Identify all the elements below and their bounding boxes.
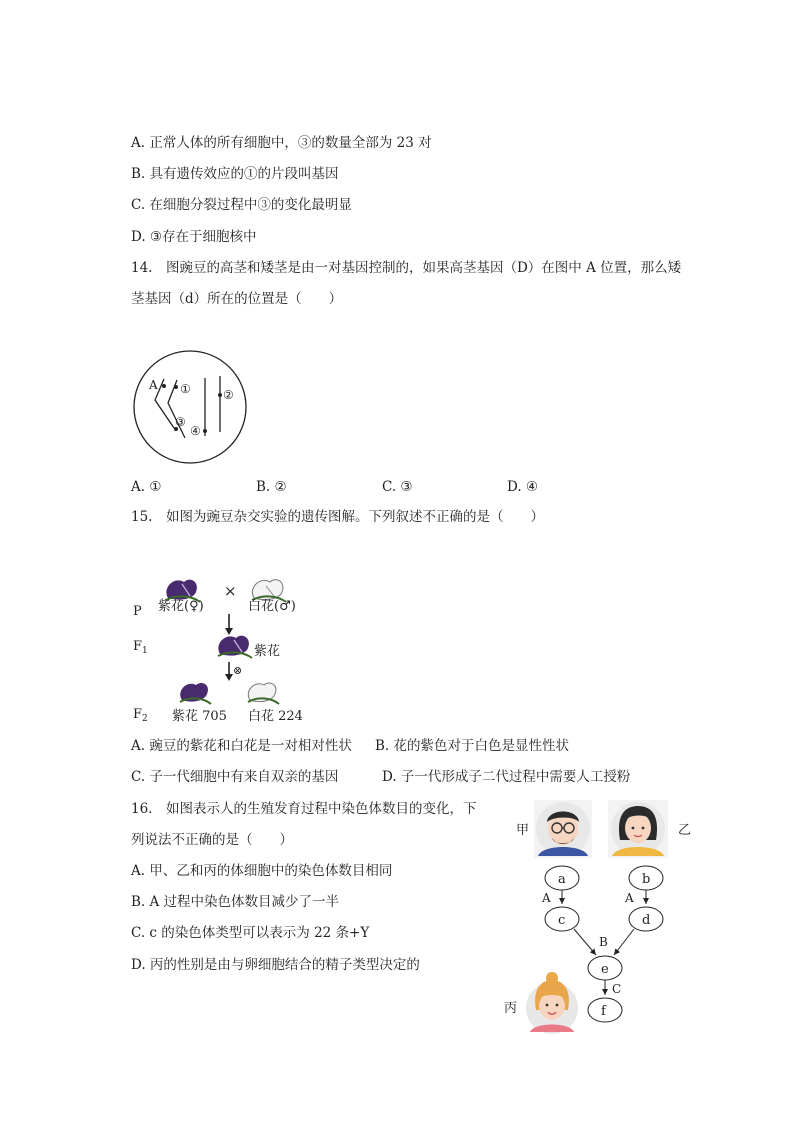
reproduction-diagram [500, 798, 710, 1038]
q15-option-a: A. 豌豆的紫花和白花是一对相对性状 [131, 738, 352, 754]
q16-stem-line2: 列说法不正确的是（ ） [131, 832, 293, 848]
locus-1 [174, 385, 178, 389]
q13-option-d: D. ③存在于细胞核中 [131, 229, 257, 245]
q16-stem-line1: 16. 如图表示人的生殖发育过程中染色体数目的变化，下 [131, 801, 477, 817]
q13-option-c: C. 在细胞分裂过程中③的变化最明显 [131, 197, 352, 213]
locus-2 [218, 393, 222, 397]
person-father-label: 甲 [516, 823, 530, 838]
p-label: P [133, 604, 142, 619]
process-b: B [599, 935, 608, 949]
f2-label: $F_2$ [133, 707, 148, 724]
node-e-label: e [601, 962, 609, 977]
pea-cross-diagram [130, 572, 330, 724]
arrow-c-e [574, 929, 596, 955]
q15-option-b: B. 花的紫色对于白色是显性性状 [375, 738, 570, 754]
node-a-label: a [558, 872, 566, 887]
q16-option-a: A. 甲、乙和丙的体细胞中的染色体数目相同 [131, 863, 393, 879]
node-d-label: d [642, 913, 651, 928]
q14-option-a: A. ① [131, 479, 162, 495]
q16-option-b: B. A 过程中染色体数目减少了一半 [131, 894, 340, 910]
arrow-f1-f2-head [225, 674, 233, 681]
q14-option-c: C. ③ [382, 479, 413, 495]
purple-flower-f2-icon [180, 683, 211, 704]
person-child-label: 丙 [504, 1001, 518, 1016]
label-4: ④ [190, 424, 201, 438]
arrow-p-f1-head [225, 628, 233, 635]
q15-option-c: C. 子一代细胞中有来自双亲的基因 [131, 769, 339, 785]
process-a-left: A [542, 891, 551, 905]
f2-purple-label: 紫花 705 [172, 709, 227, 724]
node-f-label: f [601, 1004, 606, 1019]
label-2: ② [223, 388, 234, 402]
q14-stem-line1: 14. 图豌豆的高茎和矮茎是由一对基因控制的，如果高茎基因（D）在图中 A 位置，那么矮 [131, 260, 682, 276]
locus-a [162, 384, 166, 388]
person-mother-label: 乙 [678, 823, 692, 838]
q15-stem: 15. 如图为豌豆杂交实验的遗传图解。下列叙述不正确的是（ ） [131, 509, 544, 525]
p-white-label: 白花(♂) [248, 599, 296, 614]
f2-white-label: 白花 224 [248, 709, 303, 724]
cell-chromosome-figure [132, 348, 250, 466]
purple-flower-f1-icon [218, 636, 252, 658]
father-avatar-icon [534, 800, 592, 858]
white-flower-f2-icon [248, 683, 279, 704]
child-avatar-icon [526, 972, 578, 1034]
label-3: ③ [175, 415, 186, 429]
q13-option-b: B. 具有遗传效应的①的片段叫基因 [131, 166, 339, 182]
process-a-right: A [625, 891, 634, 905]
node-b-label: b [642, 872, 651, 887]
q16-option-c: C. c 的染色体类型可以表示为 22 条+Y [131, 925, 370, 941]
mother-avatar-icon [608, 800, 668, 858]
cross-symbol: × [224, 582, 237, 600]
label-a: A [149, 378, 158, 392]
locus-4 [203, 429, 207, 433]
q14-option-d: D. ④ [507, 479, 539, 495]
q16-option-d: D. 丙的性别是由与卵细胞结合的精子类型决定的 [131, 957, 420, 973]
f1-label: $F_1$ [133, 639, 148, 656]
process-c: C [612, 982, 622, 996]
q13-option-a: A. 正常人体的所有细胞中，③的数量全部为 23 对 [131, 135, 432, 151]
arrow-d-e [614, 929, 634, 955]
cell-outline [134, 351, 246, 463]
p-purple-label: 紫花(♀) [158, 599, 204, 614]
q15-option-d: D. 子一代形成子二代过程中需要人工授粉 [382, 769, 631, 785]
q14-stem-line2: 茎基因（d）所在的位置是（ ） [131, 291, 343, 307]
f1-purple-label: 紫花 [254, 644, 281, 659]
label-1: ① [180, 382, 191, 396]
q14-option-b: B. ② [256, 479, 287, 495]
self-cross-symbol: ⊗ [233, 664, 243, 677]
node-c-label: c [558, 913, 566, 928]
